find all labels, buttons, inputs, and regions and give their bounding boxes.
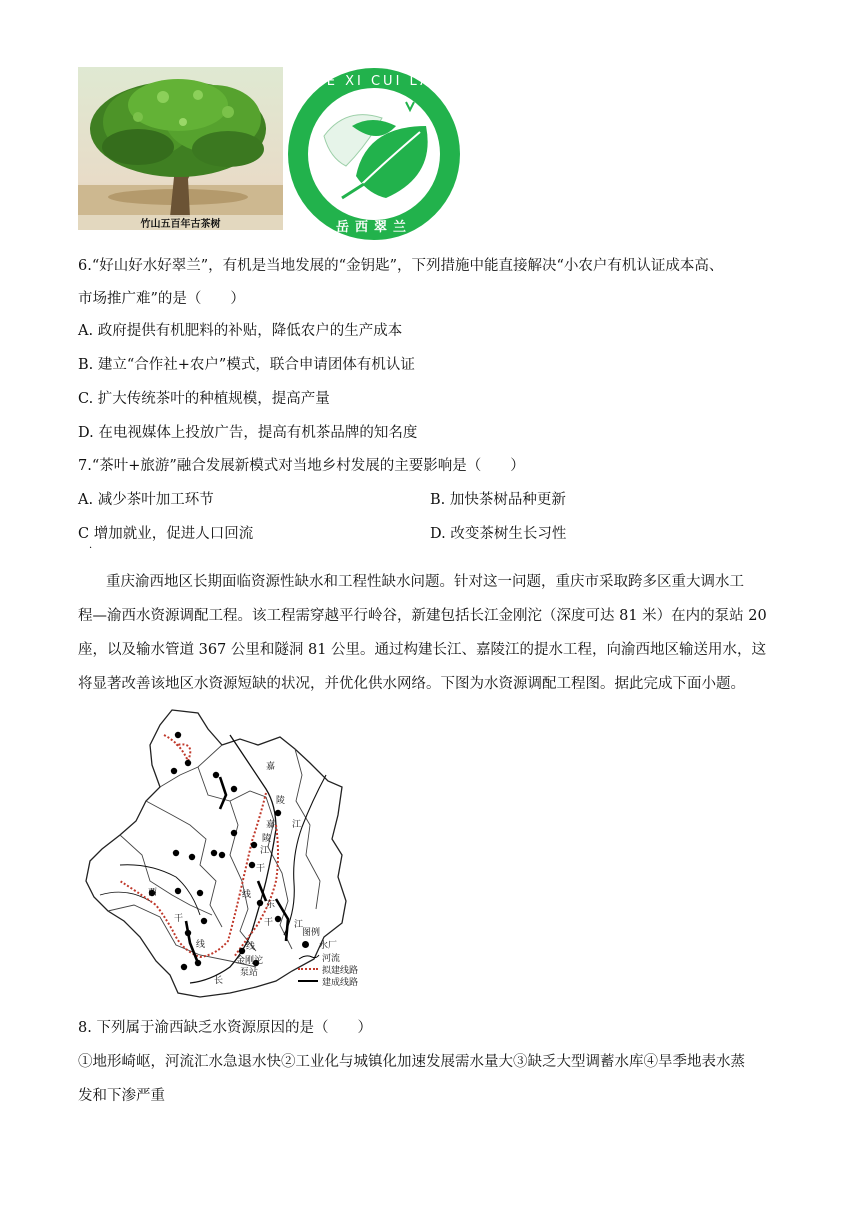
legend-planned-label: 拟建线路 <box>322 965 359 976</box>
legend-row-planned <box>298 963 378 975</box>
q6-stem-line2: 市场推广难”的是（ ） <box>78 291 245 307</box>
label-pump-1: 金刚沱 <box>236 956 264 966</box>
label-dong: 东 <box>266 900 276 910</box>
stray-dot: · <box>89 543 93 554</box>
label-zhong-gan: 干 <box>256 864 266 874</box>
label-zhong-xian: 线 <box>242 890 252 900</box>
q6-stem-line1: 6.“好山好水好翠兰”，有机是当地发展的“金钥匙”，下列措施中能直接解决“小农户有机认证成本高、 <box>78 258 724 274</box>
photo-caption: 竹山五百年古茶树 <box>78 215 283 230</box>
map-legend <box>298 925 378 987</box>
logo-ring-text: YUE XI CUI LAN <box>303 74 445 89</box>
q8-items-line1: ①地形崎岖，河流汇水急退水快②工业化与城镇化加速发展需水量大③缺乏大型调蓄水库④旱季地表水蒸 <box>78 1054 745 1070</box>
legend-river-marker <box>298 953 320 961</box>
legend-row-river <box>298 951 378 963</box>
water-diversion-map <box>80 705 380 1000</box>
legend-built-marker <box>298 980 318 982</box>
label-jialing-upper-2: 陵 <box>276 796 286 806</box>
label-chang: 长 <box>214 976 224 986</box>
label-dong-xian: 线 <box>246 942 256 952</box>
yuexi-cuilan-logo <box>286 66 462 242</box>
q6-option-a: A. 政府提供有机肥料的补贴，降低农户的生产成本 <box>78 323 403 339</box>
passage-line1: 重庆渝西地区长期面临资源性缺水和工程性缺水问题。针对这一问题，重庆市采取跨多区重大调水工 <box>106 574 744 590</box>
legend-plant-label: 水厂 <box>319 941 338 951</box>
legend-row-plant <box>298 938 378 951</box>
q7-option-b: B. 加快茶树品种更新 <box>430 492 566 508</box>
q8-items-line2: 发和下渗严重 <box>78 1088 165 1104</box>
passage-line4: 将显著改善该地区水资源短缺的状况，并优化供水网络。下图为水资源调配工程图。据此完成下面小题。 <box>78 676 745 692</box>
q7-option-a: A. 减少茶叶加工环节 <box>78 492 214 508</box>
legend-planned-marker <box>298 968 318 970</box>
q6-option-d: D. 在电视媒体上投放广告，提高有机茶品牌的知名度 <box>78 425 418 441</box>
label-xi: 西 <box>148 888 158 898</box>
label-jialing-upper-1: 嘉 <box>266 762 276 772</box>
label-pump-2: 泵站 <box>240 968 259 978</box>
label-jialing-2: 陵 <box>262 834 272 844</box>
q7-option-c: C 增加就业，促进人口回流 <box>78 526 254 542</box>
q7-stem: 7.“茶叶+旅游”融合发展新模式对当地乡村发展的主要影响是（ ） <box>78 458 525 474</box>
legend-built-label: 建成线路 <box>322 977 359 988</box>
label-dong-gan: 干 <box>264 918 274 928</box>
label-jialing-3: 江 <box>260 846 270 856</box>
label-jialing-upper-3: 江 <box>292 820 302 830</box>
q6-option-c: C. 扩大传统茶叶的种植规模，提高产量 <box>78 391 330 407</box>
q6-option-b: B. 建立“合作社+农户”模式，联合申请团体有机认证 <box>78 357 415 373</box>
ancient-tea-tree-photo <box>78 67 283 230</box>
legend-river-label: 河流 <box>322 953 341 964</box>
logo-bottom-text: 岳西翠兰 <box>335 220 412 235</box>
label-xi-xian: 线 <box>196 940 206 950</box>
passage-line2: 程—渝西水资源调配工程。该工程需穿越平行岭谷，新建包括长江金刚沱（深度可达 81 米）在内的泵站 20 <box>78 608 767 624</box>
passage-line3: 座，以及输水管道 367 公里和隧洞 81 公里。通过构建长江、嘉陵江的提水工程，向渝西地区输送用水，这 <box>78 642 767 658</box>
legend-row-built <box>298 975 378 987</box>
label-jialing-1: 嘉 <box>266 820 276 830</box>
q8-stem: 8. 下列属于渝西缺乏水资源原因的是（ ） <box>78 1020 372 1036</box>
legend-plant-marker <box>302 941 309 948</box>
legend-title: 图例 <box>302 928 321 938</box>
label-xi-gan: 干 <box>174 914 184 924</box>
label-jiang: 江 <box>294 920 304 930</box>
q7-option-d: D. 改变茶树生长习性 <box>430 526 567 542</box>
